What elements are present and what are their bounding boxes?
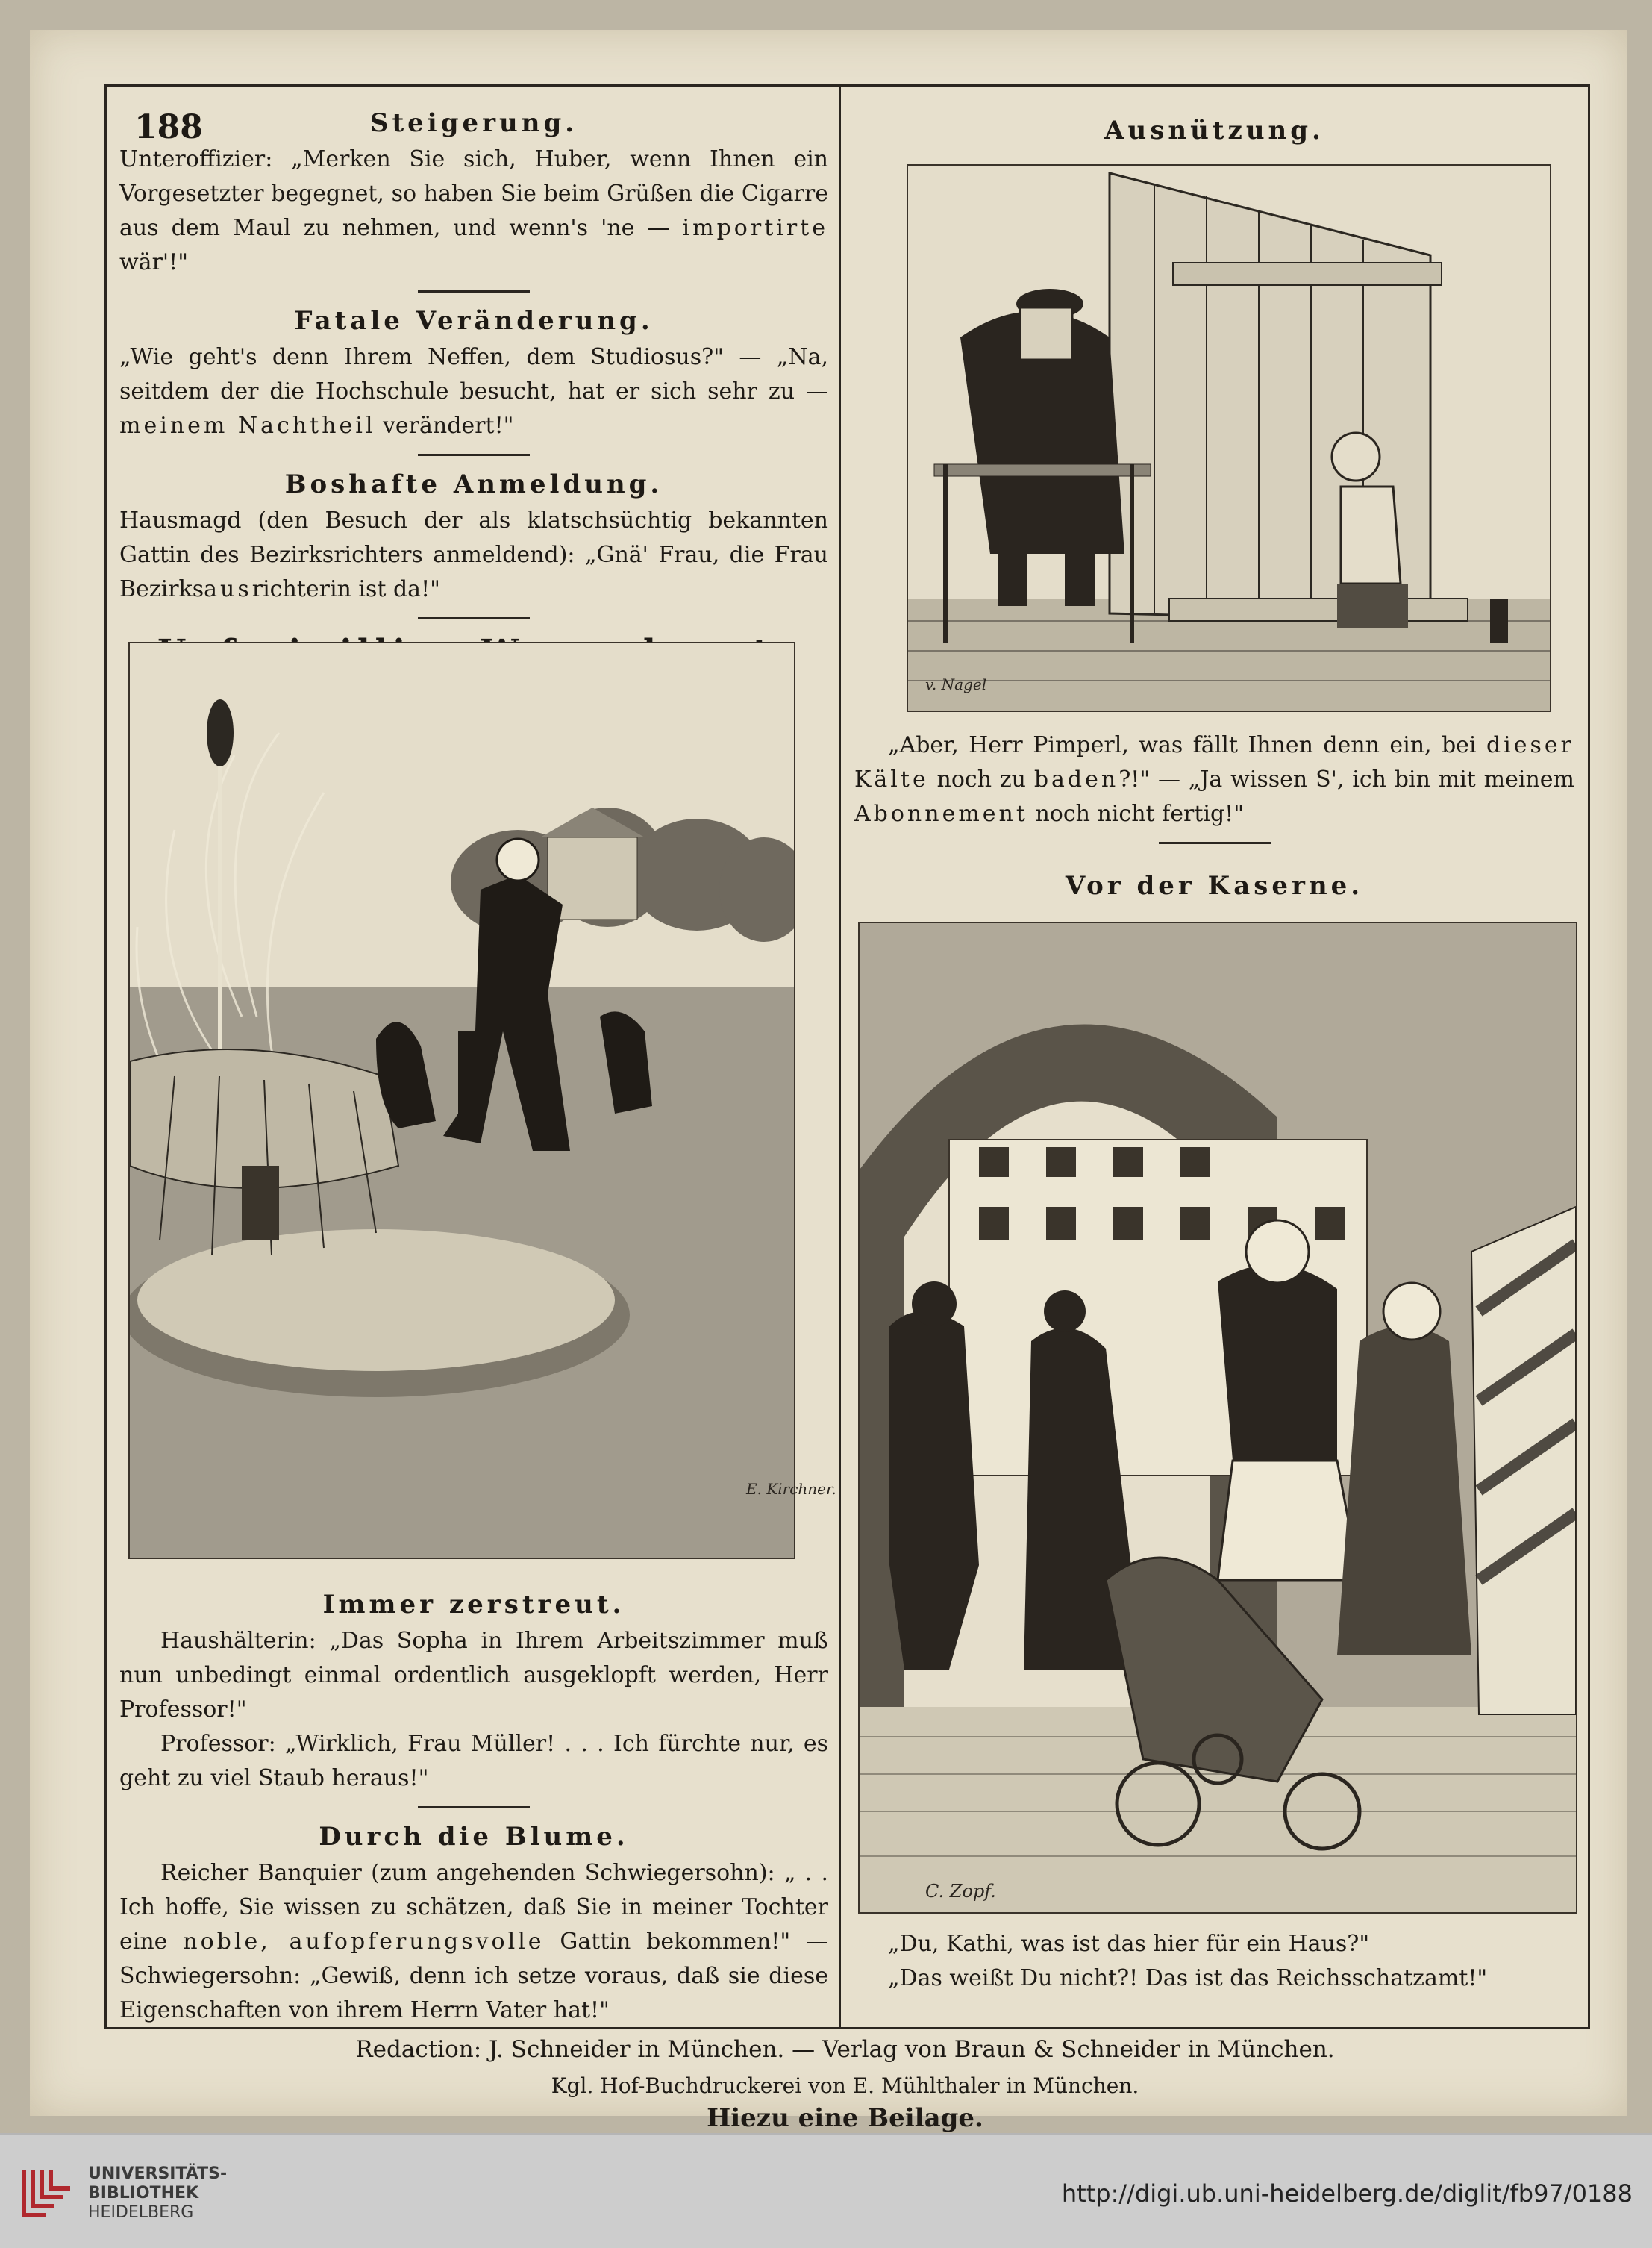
- right-column: [854, 108, 1574, 146]
- illustration-fountain: [128, 642, 795, 1559]
- article-title-zerstreut: Immer zerstreut.: [322, 1590, 625, 1620]
- article-title-kaserne: Vor der Kaserne.: [1065, 871, 1364, 901]
- separator-rule: [1159, 842, 1271, 844]
- article-title-ausnuetzung: Ausnützung.: [1104, 116, 1324, 146]
- article-text-fatale: „Wie geht's denn Ihrem Neffen, dem Studiosus?" — „Na, seitdem der die Hochschule besucht, hat er sich sehr zu — meinem Nachtheil verändert!": [119, 344, 828, 439]
- page-number: 188: [134, 108, 203, 146]
- right-caption-kaserne: [854, 1927, 1574, 1996]
- separator-rule: [418, 454, 530, 456]
- article-title-boshafte: Boshafte Anmeldung.: [284, 469, 663, 499]
- library-name-line: UNIVERSITÄTS-: [88, 2164, 228, 2183]
- permalink-url[interactable]: http://digi.ub.uni-heidelberg.de/diglit/fb97/0188: [1061, 2179, 1633, 2208]
- left-column: [119, 108, 828, 671]
- library-name[interactable]: [88, 2164, 227, 2223]
- article-title-steigerung: Steigerung.: [369, 108, 578, 138]
- footer-imprint: Redaction: J. Schneider in München. — Verlag von Braun & Schneider in München.: [355, 2036, 1335, 2063]
- separator-rule: [418, 290, 530, 293]
- article-text-ausnuetzung: „Aber, Herr Pimperl, was fällt Ihnen denn ein, bei dieser Kälte noch zu baden?!" — „Ja wissen S', ich bin mit meinem Abonnement noch nicht fertig!": [854, 732, 1574, 827]
- separator-rule: [418, 1806, 530, 1808]
- article-text-kaserne-1: „Du, Kathi, was ist das hier für ein Haus?": [888, 1931, 1370, 1957]
- article-text-blume: Reicher Banquier (zum angehenden Schwiegersohn): „ . . Ich hoffe, Sie wissen zu schätzen, daß Sie in meiner Tochter eine noble, aufopferungsvolle Gattin bekommen!" — Schwiegersohn: „Gewiß, denn ich setze voraus, daß sie diese Eigenschaften von ihrem Herrn Vater hat!": [119, 1860, 829, 2023]
- left-column-lower: [119, 1590, 828, 2028]
- article-text-zerstreut-1: Haushälterin: „Das Sopha in Ihrem Arbeitszimmer muß nun unbedingt einmal ordentlich ausgeklopft werden, Herr Professor!": [119, 1628, 828, 1723]
- right-caption-ausnuetzung: [854, 724, 1574, 901]
- library-name-line: HEIDELBERG: [88, 2203, 194, 2222]
- footer-supplement-note: Hiezu eine Beilage.: [707, 2103, 983, 2133]
- illustration-signature: C. Zopf.: [925, 1881, 996, 1902]
- article-title-blume: Durch die Blume.: [319, 1822, 629, 1852]
- library-bar: [0, 2133, 1652, 2248]
- footer-printer: Kgl. Hof-Buchdruckerei von E. Mühlthaler in München.: [551, 2073, 1139, 2098]
- column-divider: [839, 84, 841, 2027]
- library-name-line: BIBLIOTHEK: [88, 2184, 199, 2202]
- article-text-steigerung: Unteroffizier: „Merken Sie sich, Huber, wenn Ihnen ein Vorgesetzter begegnet, so haben Sie beim Grüßen die Cigarre aus dem Maul zu nehmen, und wenn's 'ne — importirte wär'!": [119, 146, 828, 275]
- article-text-kaserne-2: „Das weißt Du nicht?! Das ist das Reichsschatzamt!": [888, 1965, 1488, 1991]
- article-title-fatale: Fatale Veränderung.: [294, 306, 654, 336]
- illustration-bathhouse: [907, 164, 1551, 712]
- article-text-boshafte: Hausmagd (den Besuch der als klatschsüchtig bekannten Gattin des Bezirksrichters anmeldend): „Gnä' Frau, die Frau Bezirksausrichterin ist da!": [119, 508, 828, 602]
- separator-rule: [418, 617, 530, 619]
- article-text-zerstreut-2: Professor: „Wirklich, Frau Müller! . . . Ich fürchte nur, es geht zu viel Staub heraus!": [119, 1731, 828, 1791]
- illustration-signature: v. Nagel: [925, 675, 987, 693]
- library-logo-icon[interactable]: [16, 2163, 75, 2223]
- illustration-signature: E. Kirchner.: [746, 1480, 836, 1498]
- illustration-barracks: [858, 922, 1577, 1914]
